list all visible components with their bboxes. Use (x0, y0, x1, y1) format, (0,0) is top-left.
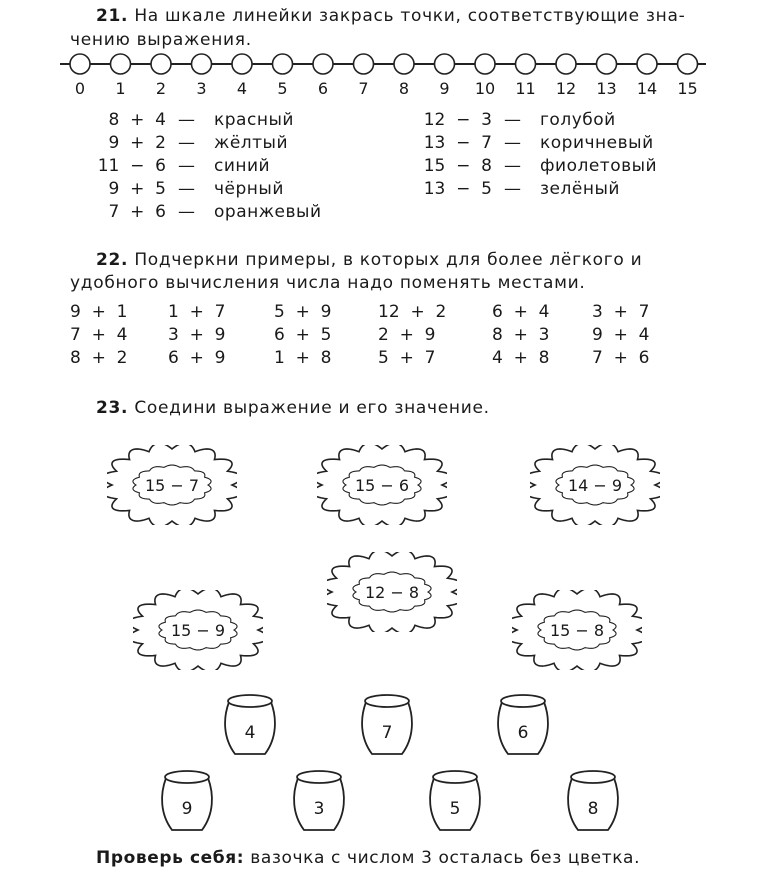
flower-2[interactable] (317, 445, 447, 525)
color-dash: — (504, 133, 521, 153)
ruler-point-10[interactable] (475, 54, 495, 74)
vase-8[interactable] (564, 768, 622, 834)
ruler-point-0[interactable] (70, 54, 90, 74)
color-dash: — (178, 202, 195, 222)
color-expression: 12 − 3 (423, 110, 492, 130)
flower-1[interactable] (107, 445, 237, 525)
ruler-label-6: 6 (317, 79, 329, 98)
task21-text-line1: На шкале линейки закрась точки, соответствующие зна- (134, 6, 686, 26)
example-item[interactable]: 1 + 7 (168, 302, 226, 322)
ruler-point-7[interactable] (354, 54, 374, 74)
ruler-point-14[interactable] (637, 54, 657, 74)
task23-text: Соедини выражение и его значение. (134, 398, 490, 418)
task21-line1 (96, 6, 685, 26)
example-item[interactable]: 7 + 6 (592, 348, 650, 368)
example-item[interactable]: 3 + 9 (168, 325, 226, 345)
color-expression: 15 − 8 (423, 156, 492, 176)
footer-text: вазочка с числом 3 осталась без цветка. (250, 848, 641, 868)
example-item[interactable]: 9 + 1 (70, 302, 128, 322)
ruler-point-4[interactable] (232, 54, 252, 74)
flower-6[interactable] (512, 590, 642, 670)
vase-3[interactable] (290, 768, 348, 834)
ruler-label-9: 9 (439, 79, 450, 98)
ruler-marks (70, 54, 698, 98)
color-name: жёлтый (214, 133, 289, 153)
task22-number: 22. (96, 250, 129, 270)
example-item[interactable]: 6 + 5 (274, 325, 332, 345)
color-expression: 13 − 7 (423, 133, 492, 153)
ruler-point-2[interactable] (151, 54, 171, 74)
flower-expression: 15 − 9 (170, 620, 226, 640)
ruler-label-8: 8 (398, 79, 410, 98)
ruler-label-0: 0 (74, 79, 86, 98)
vase-number: 3 (313, 799, 325, 819)
color-name: чёрный (214, 179, 284, 199)
ruler-point-6[interactable] (313, 54, 333, 74)
ruler-label-2: 2 (155, 79, 167, 98)
vase-number: 7 (381, 723, 393, 743)
vase-4[interactable] (221, 692, 279, 758)
flower-4[interactable] (327, 552, 457, 632)
ruler-point-13[interactable] (597, 54, 617, 74)
example-item[interactable]: 1 + 8 (274, 348, 332, 368)
vase-number: 6 (517, 723, 529, 743)
example-item[interactable]: 5 + 7 (378, 348, 436, 368)
color-dash: — (504, 179, 521, 199)
color-expression: 9 + 2 (108, 133, 166, 153)
color-name: зелёный (540, 179, 620, 199)
task23-line (96, 398, 490, 418)
example-item[interactable]: 6 + 4 (492, 302, 550, 322)
vase-6[interactable] (494, 692, 552, 758)
ruler-point-11[interactable] (516, 54, 536, 74)
example-item[interactable]: 12 + 2 (378, 302, 447, 322)
ruler-label-11: 11 (515, 79, 536, 98)
flower-expression: 14 − 9 (567, 475, 623, 495)
ruler-label-3: 3 (196, 79, 207, 98)
vase-number: 4 (244, 723, 256, 743)
example-item[interactable]: 7 + 4 (70, 325, 128, 345)
example-item[interactable]: 2 + 9 (378, 325, 436, 345)
color-dash: — (504, 156, 521, 176)
vase-7[interactable] (358, 692, 416, 758)
color-expression: 9 + 5 (108, 179, 166, 199)
example-item[interactable]: 8 + 2 (70, 348, 128, 368)
ruler-point-9[interactable] (435, 54, 455, 74)
flower-3[interactable] (530, 445, 660, 525)
ruler-label-13: 13 (596, 79, 617, 98)
footer-label: Проверь себя: (96, 848, 245, 868)
color-name: коричневый (540, 133, 654, 153)
task22-line1 (96, 250, 642, 270)
vase-9[interactable] (158, 768, 216, 834)
task21-text-line2: чению выражения. (70, 30, 252, 50)
color-expression: 13 − 5 (423, 179, 492, 199)
ruler-label-5: 5 (277, 79, 288, 98)
task23-number: 23. (96, 398, 129, 418)
ruler-point-1[interactable] (111, 54, 131, 74)
ruler-point-3[interactable] (192, 54, 212, 74)
flower-expression: 12 − 8 (364, 582, 420, 602)
color-expression: 7 + 6 (108, 202, 166, 222)
ruler-label-4: 4 (236, 79, 248, 98)
ruler-label-10: 10 (474, 79, 496, 98)
color-dash: — (178, 133, 195, 153)
example-item[interactable]: 6 + 9 (168, 348, 226, 368)
color-dash: — (504, 110, 521, 130)
ruler-label-15: 15 (677, 79, 698, 98)
number-ruler (60, 50, 710, 98)
flower-expression: 15 − 6 (354, 475, 410, 495)
color-expression: 11 − 6 (97, 156, 166, 176)
example-item[interactable]: 3 + 7 (592, 302, 650, 322)
color-name: синий (214, 156, 271, 176)
task21-number: 21. (96, 6, 129, 26)
vase-5[interactable] (426, 768, 484, 834)
flower-expression: 15 − 7 (144, 475, 200, 495)
ruler-point-15[interactable] (678, 54, 698, 74)
color-dash: — (178, 156, 195, 176)
ruler-label-14: 14 (636, 79, 658, 98)
example-item[interactable]: 5 + 9 (274, 302, 332, 322)
color-name: фиолетовый (540, 156, 658, 176)
task22-text-line2: удобного вычисления числа надо поменять местами. (70, 273, 586, 293)
ruler-point-5[interactable] (273, 54, 293, 74)
vase-number: 9 (181, 799, 193, 819)
color-name: голубой (540, 110, 616, 130)
footer (96, 848, 640, 868)
vase-number: 5 (449, 799, 461, 819)
color-name: красный (214, 110, 294, 130)
example-item[interactable]: 8 + 3 (492, 325, 550, 345)
flower-5[interactable] (133, 590, 263, 670)
example-item[interactable]: 9 + 4 (592, 325, 650, 345)
color-expression: 8 + 4 (108, 110, 166, 130)
ruler-label-7: 7 (358, 79, 369, 98)
color-dash: — (178, 179, 195, 199)
flower-expression: 15 − 8 (549, 620, 605, 640)
color-name: оранжевый (214, 202, 322, 222)
color-dash: — (178, 110, 195, 130)
vase-number: 8 (587, 799, 599, 819)
ruler-point-12[interactable] (556, 54, 576, 74)
example-item[interactable]: 4 + 8 (492, 348, 550, 368)
ruler-point-8[interactable] (394, 54, 414, 74)
task22-text-line1: Подчеркни примеры, в которых для более лёгкого и (134, 250, 643, 270)
ruler-label-1: 1 (115, 79, 126, 98)
ruler-label-12: 12 (555, 79, 577, 98)
